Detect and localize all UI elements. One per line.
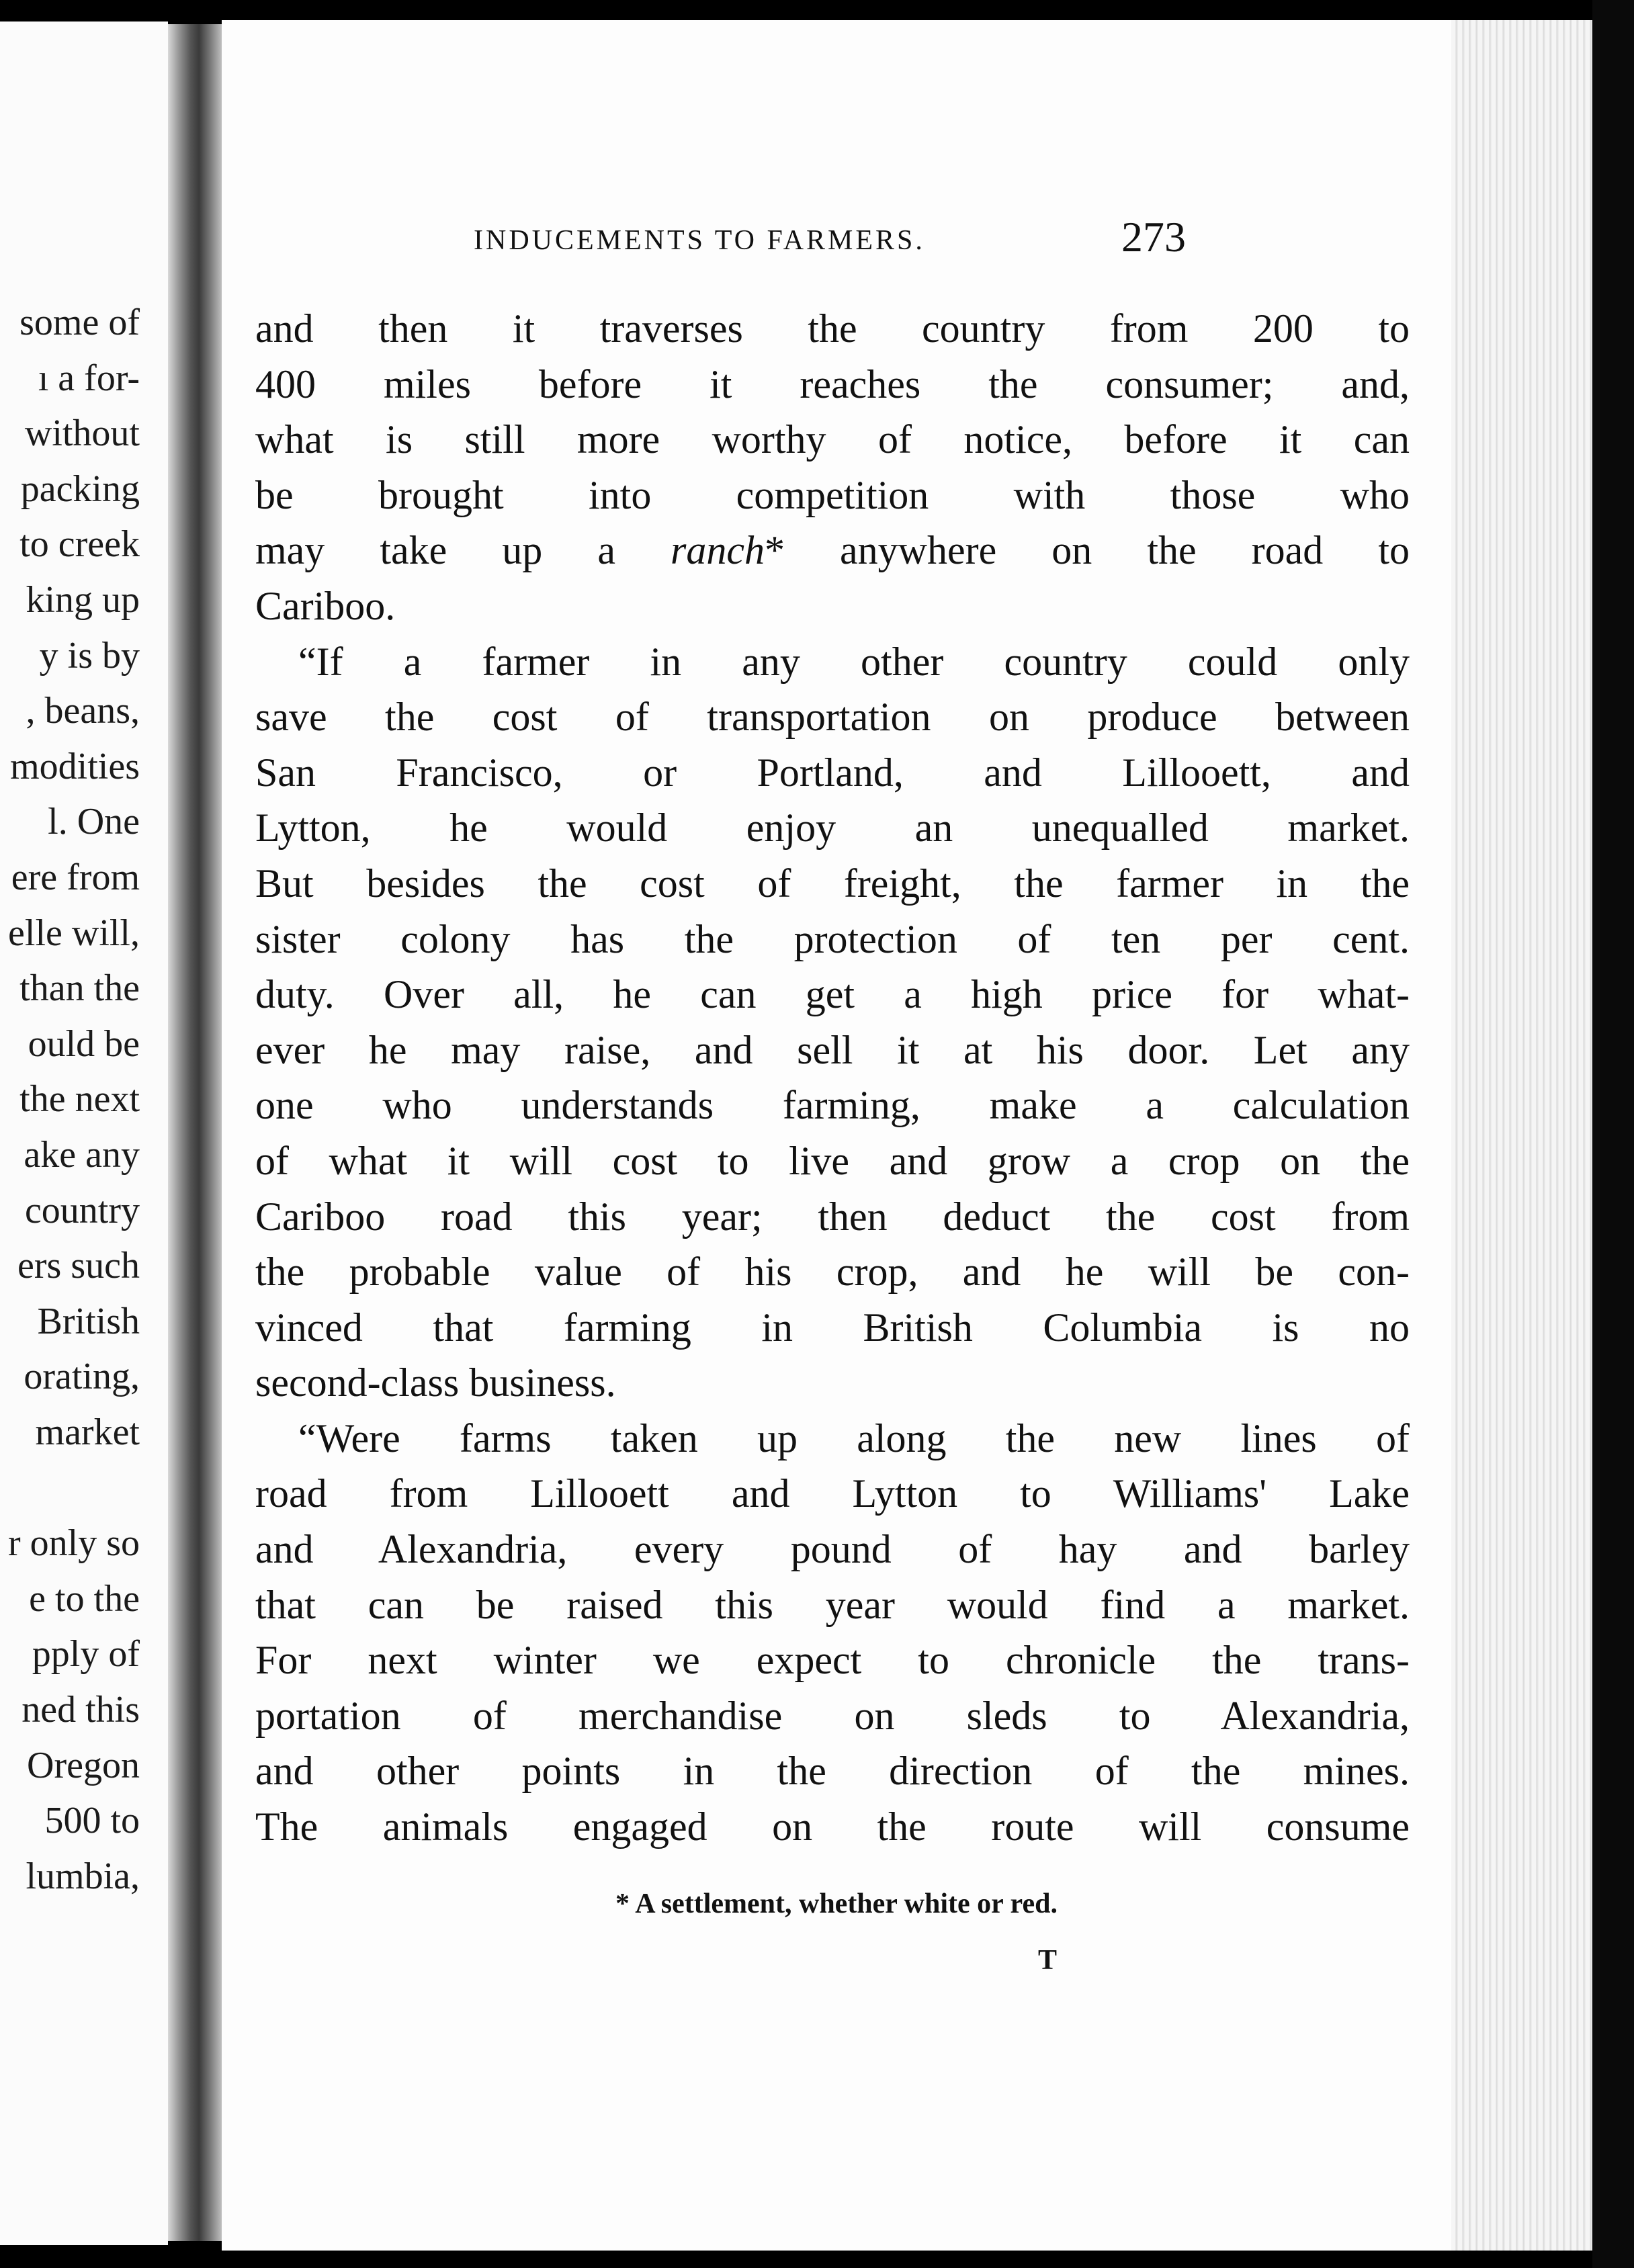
facing-page-line: elle will, (8, 912, 140, 954)
facing-page-line: the next (19, 1078, 140, 1121)
ranch-after: * anywhere on the road to (765, 528, 1410, 573)
ranch-before: may take up a (255, 528, 671, 573)
book-page (222, 20, 1451, 2251)
facing-page-line: some of (19, 302, 140, 343)
text-line: “If a farmer in any other country could only (298, 639, 1410, 684)
facing-page-line: ned this (22, 1689, 140, 1731)
text-line: San Francisco, or Portland, and Lillooett, and (255, 750, 1410, 795)
text-line: portation of merchandise on sleds to Alexandria, (255, 1693, 1410, 1738)
book-gutter (168, 24, 224, 2241)
text-line: second-class business. (255, 1360, 616, 1405)
facing-page-line: king up (26, 579, 140, 621)
facing-page-line: ers such (17, 1245, 140, 1287)
running-head: INDUCEMENTS TO FARMERS. (474, 225, 925, 256)
signature-mark: T (1038, 1945, 1058, 1976)
text-line: 400 miles before it reaches the consumer; and, (255, 361, 1410, 406)
text-line: sister colony has the protection of ten per cent. (255, 916, 1410, 961)
text-line: the probable value of his crop, and he will be con- (255, 1250, 1410, 1295)
text-line: “Were farms taken up along the new lines of (298, 1415, 1410, 1460)
text-line: duty. Over all, he can get a high price for what- (255, 972, 1410, 1017)
facing-page-line: , beans, (26, 690, 140, 732)
facing-page-line: ake any (24, 1134, 140, 1176)
facing-page-line: packing (20, 468, 140, 510)
text-line: ever he may raise, and sell it at his door. Let any (255, 1027, 1410, 1072)
facing-page-line: country (24, 1189, 140, 1231)
text-line: road from Lillooett and Lytton to Williams' Lake (255, 1471, 1410, 1516)
text-line: Cariboo road this year; then deduct the cost from (255, 1194, 1410, 1239)
facing-page-line: British (37, 1300, 140, 1342)
facing-page-line: y is by (39, 634, 140, 677)
text-line: of what it will cost to live and grow a crop on the (255, 1138, 1410, 1183)
facing-page-line: pply of (32, 1633, 140, 1675)
facing-page-line: Oregon (27, 1744, 140, 1786)
facing-page-line: l. One (48, 801, 140, 843)
facing-page-line: orating, (24, 1356, 140, 1398)
page-header (252, 202, 1186, 261)
facing-page-line: e to the (29, 1577, 140, 1620)
text-line-ranch (255, 523, 1410, 578)
text-line: and other points in the direction of the mines. (255, 1749, 1410, 1794)
facing-page-left (0, 21, 168, 2245)
text-line: For next winter we expect to chronicle the trans- (255, 1638, 1410, 1683)
text-line: and then it traverses the country from 200 to (255, 306, 1410, 351)
page-number: 273 (1121, 213, 1186, 261)
facing-page-line: without (24, 412, 140, 455)
facing-page-line: than the (19, 967, 140, 1010)
ranch-italic: ranch (671, 528, 765, 573)
facing-page-line: to creek (19, 523, 140, 566)
scan-border (1592, 0, 1634, 2268)
text-line: But besides the cost of freight, the farmer in the (255, 861, 1410, 906)
text-line: vinced that farming in British Columbia is no (255, 1305, 1410, 1350)
body-text (255, 301, 1410, 1855)
text-line: that can be raised this year would find a market. (255, 1582, 1410, 1627)
facing-page-line: market (35, 1411, 140, 1453)
facing-page-line: modities (10, 745, 140, 787)
facing-page-line: ould be (28, 1022, 140, 1065)
text-line: The animals engaged on the route will consume (255, 1804, 1410, 1849)
footnote: * A settlement, whether white or red. (615, 1888, 1058, 1919)
text-line: and Alexandria, every pound of hay and barley (255, 1527, 1410, 1572)
facing-page-line: ı a for- (38, 357, 140, 399)
facing-page-line: lumbia, (26, 1855, 140, 1897)
page-edges (1451, 20, 1592, 2251)
text-line: Cariboo. (255, 583, 396, 628)
facing-page-line: ere from (11, 857, 140, 898)
facing-page-line: 500 to (44, 1800, 140, 1842)
text-line: save the cost of transportation on produce between (255, 695, 1410, 740)
text-line: one who understands farming, make a calculation (255, 1083, 1410, 1128)
text-line: Lytton, he would enjoy an unequalled market. (255, 805, 1410, 850)
text-line: be brought into competition with those who (255, 472, 1410, 517)
text-line: what is still more worthy of notice, before it can (255, 417, 1410, 462)
facing-page-line: r only so (8, 1522, 140, 1565)
